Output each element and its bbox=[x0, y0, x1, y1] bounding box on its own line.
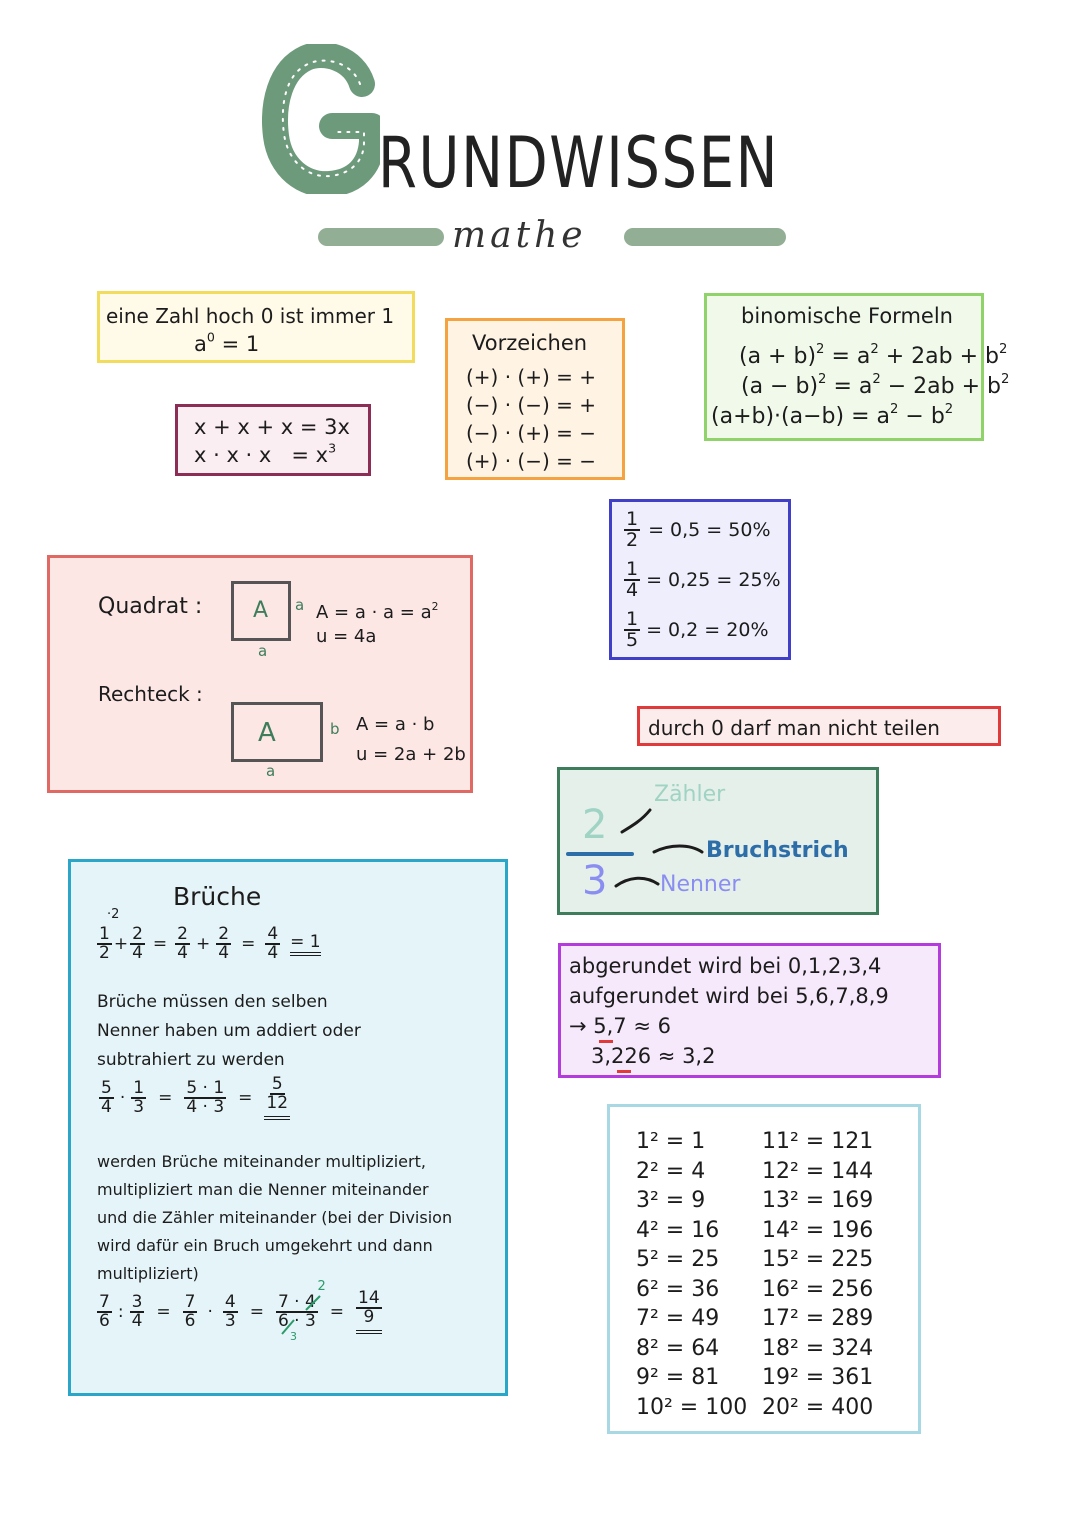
rect-perimeter: u = 2a + 2b bbox=[356, 744, 466, 765]
signs-row: (+) · (−) = − bbox=[466, 449, 597, 473]
no-division-box bbox=[637, 706, 1001, 746]
squares-right-column: 11² = 121 12² = 144 13² = 169 14² = 196 15² = 225 16² = 256 17² = 289 18² = 324 19² = 361 20² = 400 bbox=[762, 1129, 874, 1420]
x-sum-product-box bbox=[175, 404, 371, 476]
fraction-denominator: 3 bbox=[582, 858, 608, 904]
numerator-label: Zähler bbox=[654, 782, 726, 807]
signs-box bbox=[445, 318, 625, 480]
fraction-percent-box bbox=[609, 499, 791, 660]
square-area: $A = a \cdot a = a^2$ bbox=[316, 599, 439, 623]
zero-power-box bbox=[97, 291, 415, 363]
big-g-letter bbox=[262, 44, 380, 194]
fraction-parts-box bbox=[557, 767, 879, 915]
subtitle: mathe bbox=[452, 215, 587, 256]
rounding-example-2: 3,226 ≈ 3,2 bbox=[591, 1044, 716, 1068]
fraction-percent-row: $\frac{1}{5}$ = 0,2 = 20% bbox=[626, 608, 769, 651]
rounding-up-rule: aufgerundet wird bei 5,6,7,8,9 bbox=[569, 984, 889, 1008]
binomial-formula-1: $(a + b)^2 = a^2 + 2ab + b^2$ bbox=[739, 342, 1008, 369]
rect-area: A = a · b bbox=[356, 714, 435, 735]
fractions-title: Brüche bbox=[173, 882, 262, 911]
cancel-strokes bbox=[276, 1294, 336, 1338]
fractions-multiplication-rule: werden Brüche miteinander multipliziert, multipliziert man die Nenner miteinander und die Zähler miteinander (bei der Division wird dafür ein Bruch umgekehrt und dann multipliziert) bbox=[97, 1152, 453, 1283]
zero-power-rule: eine Zahl hoch 0 ist immer 1 bbox=[106, 304, 395, 328]
squares-left-column: 1² = 1 2² = 4 3² = 9 4² = 16 5² = 25 6² = 36 7² = 49 8² = 64 9² = 81 10² = 100 bbox=[636, 1129, 748, 1420]
subtitle-bar-left bbox=[318, 228, 444, 246]
signs-row: (−) · (+) = − bbox=[466, 421, 597, 445]
no-division-text: durch 0 darf man nicht teilen bbox=[648, 716, 940, 740]
fraction-numerator: 2 bbox=[582, 802, 608, 848]
denominator-label: Nenner bbox=[660, 872, 741, 897]
x-product: x · x · x = $x^3$ bbox=[194, 440, 337, 467]
rect-shape bbox=[231, 702, 323, 762]
binomial-formula-2: $(a - b)^2 = a^2 - 2ab + b^2$ bbox=[741, 372, 1010, 399]
fraction-bar-label: Bruchstrich bbox=[706, 838, 849, 863]
rounding-down-rule: abgerundet wird bei 0,1,2,3,4 bbox=[569, 954, 882, 978]
fraction-percent-row: $\frac{1}{4}$ = 0,25 = 25% bbox=[626, 558, 781, 601]
fraction-multiplication-example: $\frac{5}{4}$ · $\frac{1}{3}$ = $\frac{5 \cdot 1}{4 \cdot 3}$ = $\frac{5}{12}$ bbox=[97, 1076, 292, 1120]
cancel-numerator: 2 bbox=[317, 1279, 326, 1294]
square-bottom-a: a bbox=[258, 642, 268, 660]
page-title: RUNDWISSEN bbox=[378, 122, 780, 204]
rect-letter: A bbox=[258, 718, 276, 748]
fractions-addition-rule: Brüche müssen den selben Nenner haben um addiert oder subtrahiert zu werden bbox=[97, 992, 361, 1070]
square-side-a: a bbox=[295, 596, 305, 614]
fractions-box bbox=[68, 859, 508, 1396]
signs-row: (−) · (−) = + bbox=[466, 393, 597, 417]
signs-row: (+) · (+) = + bbox=[466, 365, 597, 389]
cancel-denominator: 3 bbox=[289, 1330, 297, 1343]
rect-side-b: b bbox=[330, 720, 340, 738]
square-letter: A bbox=[253, 598, 269, 623]
rect-bottom-a: a bbox=[266, 762, 276, 780]
binomial-box bbox=[704, 293, 1010, 441]
binomial-formula-3: $(a+b)\cdot(a-b) = a^2 - b^2$ bbox=[711, 402, 954, 429]
fraction-division-example: $\frac{7}{6}$ : $\frac{3}{4}$ = $\frac{7}{6}$ · $\frac{4}{3}$ = 7 · 4 6 · 3 2 3 = $\frac{14}{9}$ bbox=[99, 1279, 380, 1343]
fraction-addition-example: ·2 1 2 + $\frac{2}{4}$ = $\frac{2}{4}$ + $\frac{2}{4}$ = $\frac{4}{4}$ = 1 bbox=[99, 907, 321, 963]
x-sum: x + x + x = 3x bbox=[194, 415, 350, 439]
rect-label: Rechteck : bbox=[98, 682, 203, 706]
rounding-box bbox=[558, 943, 941, 1078]
zero-power-formula: $a^0 = 1$ bbox=[194, 329, 260, 356]
binomial-title: binomische Formeln bbox=[741, 304, 953, 328]
rounding-example-1: → 5,7 ≈ 6 bbox=[569, 1014, 671, 1038]
area-perimeter-box bbox=[47, 555, 473, 793]
rounding-underline-1 bbox=[599, 1040, 613, 1043]
subtitle-bar-right bbox=[624, 228, 786, 246]
fraction-percent-row: $\frac{1}{2}$ = 0,5 = 50% bbox=[626, 508, 771, 551]
signs-title: Vorzeichen bbox=[472, 331, 588, 355]
square-label: Quadrat : bbox=[98, 594, 203, 619]
square-perimeter: u = 4a bbox=[316, 626, 377, 647]
squares-box bbox=[607, 1104, 921, 1434]
rounding-underline-2 bbox=[617, 1070, 631, 1073]
